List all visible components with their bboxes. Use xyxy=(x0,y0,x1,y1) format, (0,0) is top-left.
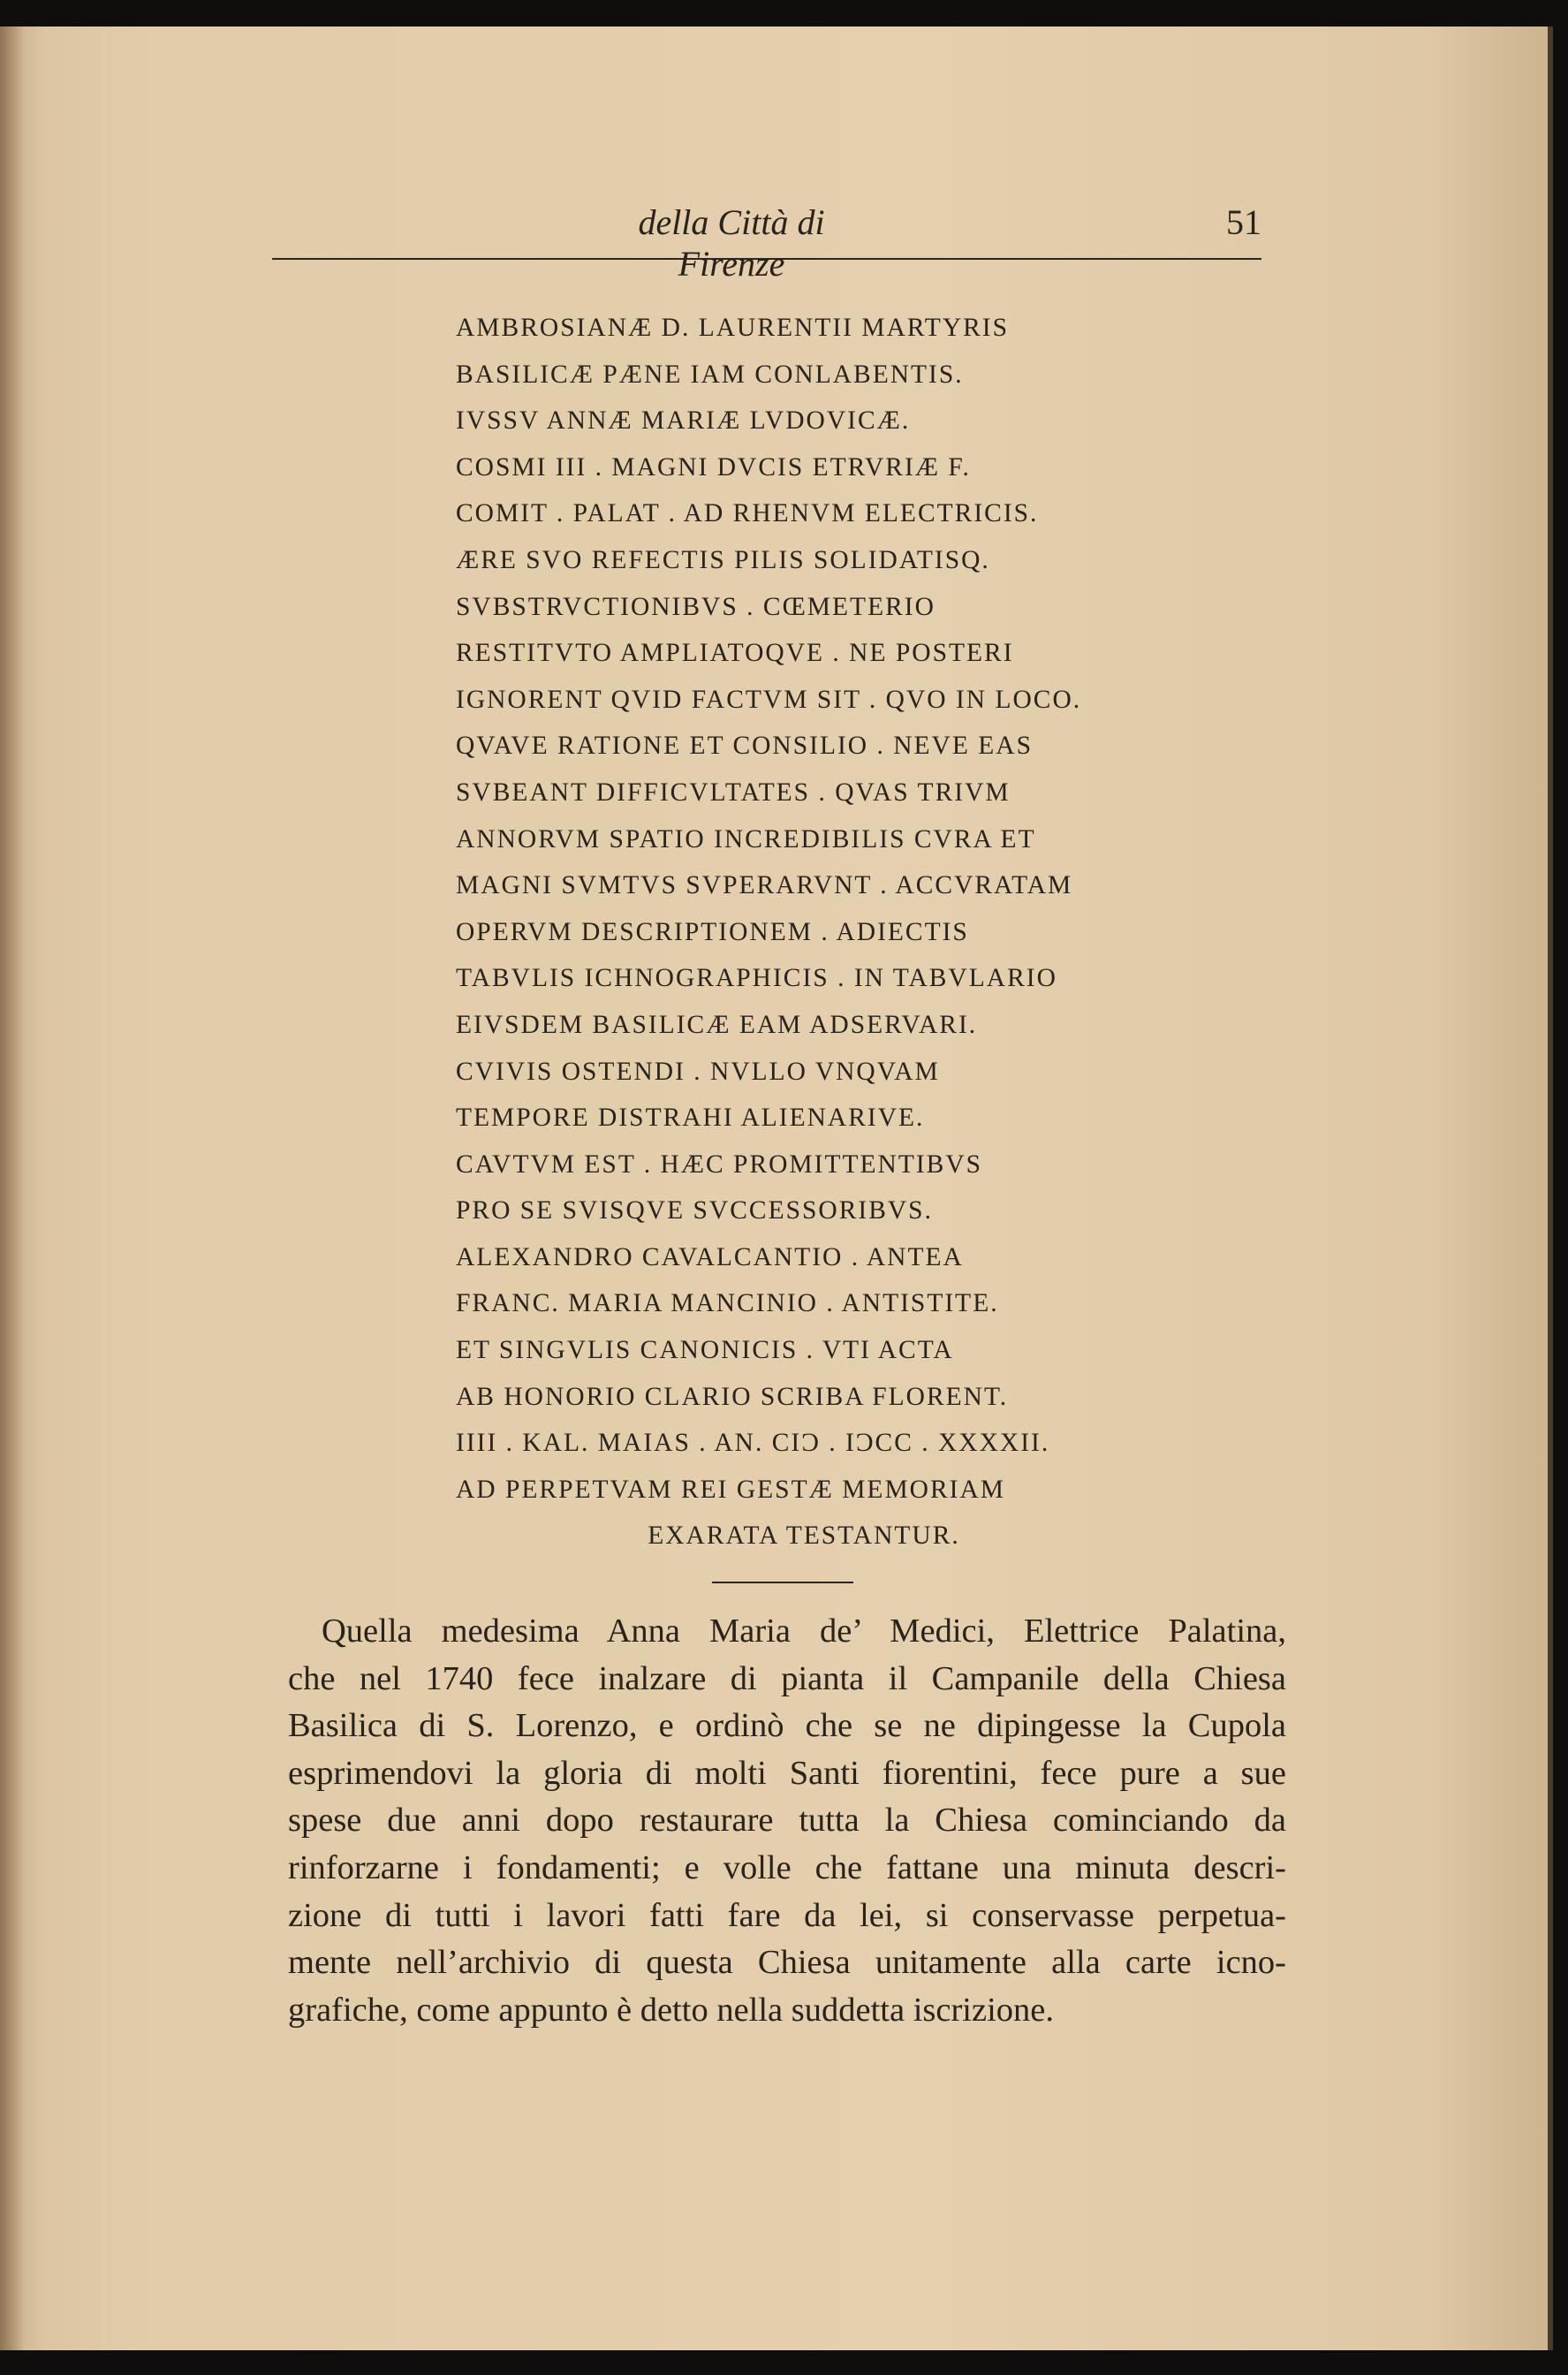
paragraph-line: Quella medesima Anna Maria de’ Medici, Elettrice Palatina, xyxy=(322,1612,1286,1650)
inscription-line: ALEXANDRO CAVALCANTIO . ANTEA xyxy=(456,1242,964,1271)
inscription-line: OPERVM DESCRIPTIONEM . ADIECTIS xyxy=(456,917,969,946)
inscription-line: IGNORENT QVID FACTVM SIT . QVO IN LOCO. xyxy=(456,685,1082,714)
inscription-line-closing: EXARATA TESTANTUR. xyxy=(648,1521,960,1551)
inscription-line: TABVLIS ICHNOGRAPHICIS . IN TABVLARIO xyxy=(456,964,1057,993)
paragraph-line: Basilica di S. Lorenzo, e ordinò che se ne dipingesse la Cupola xyxy=(288,1707,1286,1745)
inscription-line: PRO SE SVISQVE SVCCESSORIBVS. xyxy=(456,1196,933,1225)
inscription-line: BASILICÆ PÆNE IAM CONLABENTIS. xyxy=(456,360,964,389)
paragraph-line: spese due anni dopo restaurare tutta la Chiesa cominciando da xyxy=(288,1802,1286,1840)
inscription-line: CAVTVM EST . HÆC PROMITTENTIBVS xyxy=(456,1150,983,1179)
section-divider xyxy=(712,1582,853,1583)
page-number: 51 xyxy=(1226,202,1261,242)
latin-inscription xyxy=(424,305,1184,1559)
inscription-line: EIVSDEM BASILICÆ EAM ADSERVARI. xyxy=(456,1010,978,1039)
inscription-line: TEMPORE DISTRAHI ALIENARIVE. xyxy=(456,1104,925,1133)
running-title: della Città di Firenze xyxy=(638,202,825,284)
inscription-line: IVSSV ANNÆ MARIÆ LVDOVICÆ. xyxy=(456,406,911,436)
inscription-line: SVBSTRVCTIONIBVS . CŒMETERIO xyxy=(456,592,935,621)
inscription-line: RESTITVTO AMPLIATOQVE . NE POSTERI xyxy=(456,639,1014,668)
inscription-line: IIII . KAL. MAIAS . AN. CIƆ . IƆCC . XXXXII. xyxy=(456,1429,1050,1458)
inscription-line: COSMI III . MAGNI DVCIS ETRVRIÆ F. xyxy=(456,452,971,482)
inscription-line: CVIVIS OSTENDI . NVLLO VNQVAM xyxy=(456,1057,940,1086)
inscription-line: AB HONORIO CLARIO SCRIBA FLORENT. xyxy=(456,1382,1009,1411)
book-page xyxy=(0,27,1553,2350)
inscription-line: AMBROSIANÆ D. LAURENTII MARTYRIS xyxy=(456,314,1010,342)
inscription-line: ÆRE SVO REFECTIS PILIS SOLIDATISQ. xyxy=(456,545,990,574)
inscription-line: ANNORVM SPATIO INCREDIBILIS CVRA ET xyxy=(456,824,1036,854)
paragraph-line: mente nell’archivio di questa Chiesa unitamente alla carte icno- xyxy=(288,1944,1286,1982)
paragraph-line: zione di tutti i lavori fatti fare da lei, si conservasse perpetua- xyxy=(288,1896,1286,1934)
paragraph-line: che nel 1740 fece inalzare di pianta il Campanile della Chiesa xyxy=(288,1659,1286,1697)
inscription-line: FRANC. MARIA MANCINIO . ANTISTITE. xyxy=(456,1289,999,1318)
inscription-line: SVBEANT DIFFICVLTATES . QVAS TRIVM xyxy=(456,778,1011,807)
inscription-line: QVAVE RATIONE ET CONSILIO . NEVE EAS xyxy=(456,732,1033,761)
inscription-line: MAGNI SVMTVS SVPERARVNT . ACCVRATAM xyxy=(456,871,1073,900)
inscription-line: ET SINGVLIS CANONICIS . VTI ACTA xyxy=(456,1336,954,1365)
inscription-line: COMIT . PALAT . AD RHENVM ELECTRICIS. xyxy=(456,499,1039,528)
paragraph-line: grafiche, come appunto è detto nella suddetta iscrizione. xyxy=(288,1991,1054,2029)
inscription-line: AD PERPETVAM REI GESTÆ MEMORIAM xyxy=(456,1475,1006,1504)
paragraph-line: esprimendovi la gloria di molti Santi fiorentini, fece pure a sue xyxy=(288,1754,1286,1792)
paragraph-line: rinforzarne i fondamenti; e volle che fattane una minuta descri- xyxy=(288,1848,1286,1886)
body-paragraph xyxy=(288,1608,1286,2034)
page-header xyxy=(272,166,1261,284)
